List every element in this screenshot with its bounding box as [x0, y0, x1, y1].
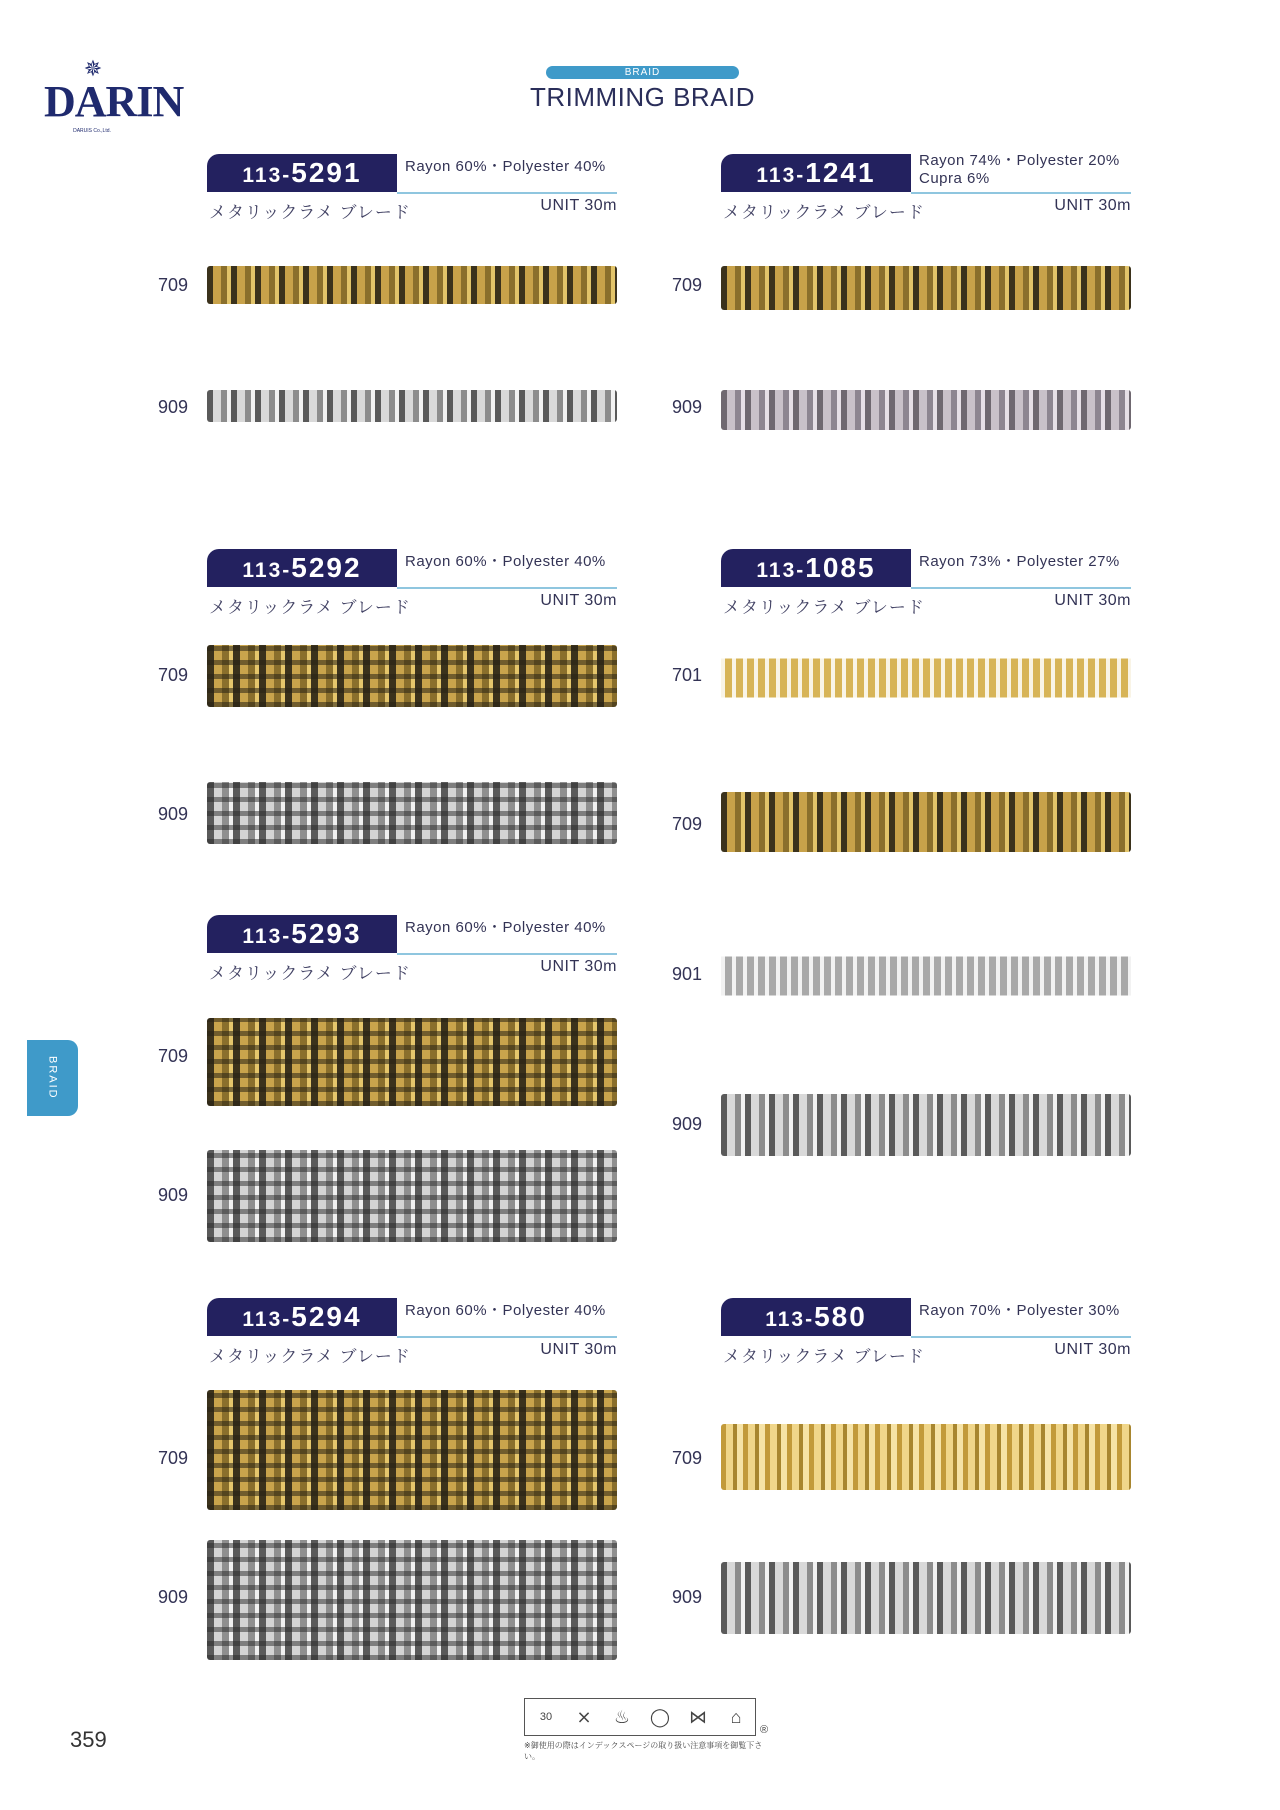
color-code-label: 709 — [158, 665, 189, 685]
color-code-label: 909 — [158, 1185, 189, 1205]
header-rule — [911, 1336, 1131, 1338]
product-name: メタリックラメ ブレード — [209, 1347, 411, 1366]
color-code-label: 909 — [158, 804, 189, 824]
care-symbols — [524, 1698, 756, 1736]
darin-logo — [44, 56, 184, 136]
header-rule — [397, 587, 617, 589]
product-113-5292 — [207, 549, 617, 617]
product-code: 113-1085 — [721, 549, 911, 587]
composition: Rayon 60%・Polyester 40% — [405, 553, 606, 570]
braid-swatch-701 — [721, 650, 1131, 706]
color-code-label: 909 — [158, 397, 189, 417]
braid-swatch-709 — [207, 1018, 617, 1106]
logo-text: DARIN — [44, 77, 184, 126]
color-code-label: 701 — [672, 665, 703, 685]
logo-subtext: DARUIS Co.,Ltd. — [73, 128, 111, 134]
color-code-label: 709 — [158, 275, 189, 295]
color-code-label: 909 — [672, 1587, 703, 1607]
braid-swatch-909 — [207, 1150, 617, 1242]
braid-swatch-909 — [207, 390, 617, 422]
product-code: 113-5292 — [207, 549, 397, 587]
composition: Rayon 60%・Polyester 40% — [405, 158, 606, 175]
unit-label: UNIT 30m — [540, 958, 617, 975]
no-bleach-icon: ⨯ — [576, 1707, 592, 1727]
color-code-label: 709 — [672, 1448, 703, 1468]
unit-label: UNIT 30m — [540, 1341, 617, 1358]
composition: Rayon 74%・Polyester 20% Cupra 6% — [919, 152, 1120, 187]
braid-swatch-909 — [207, 782, 617, 844]
braid-swatch-909 — [721, 1094, 1131, 1156]
color-code-label: 709 — [672, 275, 703, 295]
color-code-label: 909 — [672, 397, 703, 417]
braid-swatch-709 — [207, 266, 617, 304]
composition: Rayon 73%・Polyester 27% — [919, 553, 1120, 570]
no-tumble-dry-icon: ⋈ — [689, 1707, 707, 1727]
unit-label: UNIT 30m — [540, 592, 617, 609]
side-tab-label: BRAID — [46, 1056, 59, 1100]
header-rule — [911, 587, 1131, 589]
header-rule — [397, 1336, 617, 1338]
unit-label: UNIT 30m — [1054, 1341, 1131, 1358]
page-title: TRIMMING BRAID — [529, 82, 756, 112]
braid-swatch-909 — [207, 1540, 617, 1660]
product-name: メタリックラメ ブレード — [723, 203, 925, 222]
iron-low-icon: ♨ — [613, 1707, 631, 1727]
unit-label: UNIT 30m — [540, 197, 617, 214]
category-pill: BRAID — [546, 66, 739, 79]
header-rule — [397, 192, 617, 194]
product-code: 113-580 — [721, 1298, 911, 1336]
product-name: メタリックラメ ブレード — [209, 203, 411, 222]
color-code-label: 709 — [158, 1046, 189, 1066]
product-113-5291 — [207, 154, 617, 222]
unit-label: UNIT 30m — [1054, 592, 1131, 609]
product-name: メタリックラメ ブレード — [209, 964, 411, 983]
product-name: メタリックラメ ブレード — [209, 598, 411, 617]
side-tab-braid[interactable] — [27, 1040, 78, 1116]
product-name: メタリックラメ ブレード — [723, 1347, 925, 1366]
braid-swatch-909 — [721, 1562, 1131, 1634]
star-emblem-icon: ✵ — [83, 56, 103, 81]
braid-swatch-709 — [721, 1424, 1131, 1490]
composition: Rayon 60%・Polyester 40% — [405, 1302, 606, 1319]
product-113-1241 — [721, 152, 1131, 222]
product-113-1085 — [721, 549, 1131, 617]
composition: Rayon 60%・Polyester 40% — [405, 919, 606, 936]
composition: Rayon 70%・Polyester 30% — [919, 1302, 1120, 1319]
braid-swatch-709 — [721, 266, 1131, 310]
header-rule — [397, 953, 617, 955]
product-code: 113-5291 — [207, 154, 397, 192]
product-code: 113-5293 — [207, 915, 397, 953]
product-113-5293 — [207, 915, 617, 983]
dry-clean-icon: ◯ — [649, 1707, 671, 1727]
line-dry-icon: ⌂ — [730, 1707, 742, 1727]
braid-swatch-909 — [721, 390, 1131, 430]
wash-30-icon: 30 — [539, 1711, 553, 1723]
color-code-label: 909 — [672, 1114, 703, 1134]
braid-swatch-709 — [721, 792, 1131, 852]
unit-label: UNIT 30m — [1054, 197, 1131, 214]
braid-swatch-709 — [207, 645, 617, 707]
color-code-label: 709 — [672, 814, 703, 834]
color-code-label: 901 — [672, 964, 703, 984]
color-code-label: 909 — [158, 1587, 189, 1607]
header-rule — [911, 192, 1131, 194]
braid-swatch-709 — [207, 1390, 617, 1510]
care-note: ※御使用の際はインデックスページの取り扱い注意事項を御覧下さい。 — [524, 1741, 763, 1761]
braid-swatch-901 — [721, 948, 1131, 1004]
product-code: 113-5294 — [207, 1298, 397, 1336]
page-number: 359 — [70, 1727, 107, 1752]
product-113-580 — [721, 1298, 1131, 1366]
product-113-5294 — [207, 1298, 617, 1366]
registered-mark: ® — [760, 1724, 769, 1736]
color-code-label: 709 — [158, 1448, 189, 1468]
product-name: メタリックラメ ブレード — [723, 598, 925, 617]
product-code: 113-1241 — [721, 154, 911, 192]
